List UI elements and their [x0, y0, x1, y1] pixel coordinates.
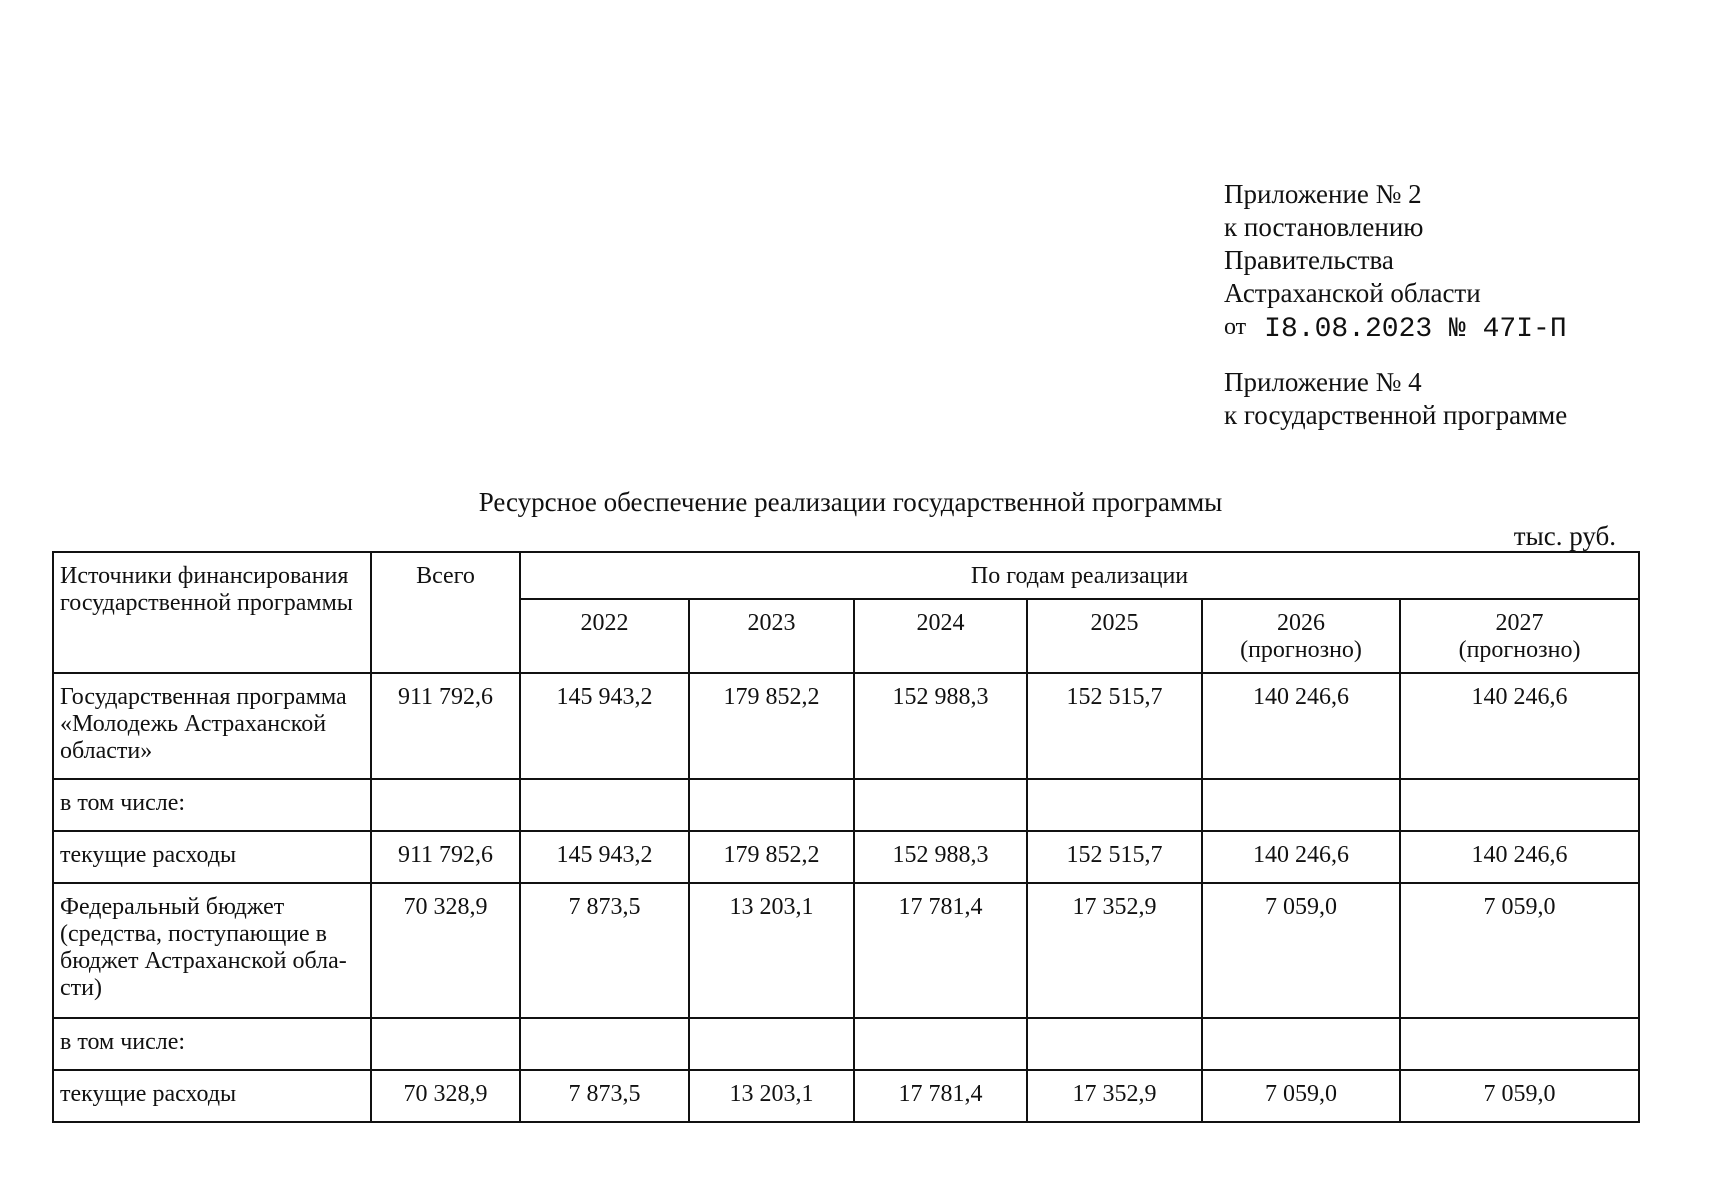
row-value: 152 515,7 — [1027, 673, 1202, 779]
row-value: 7 873,5 — [520, 883, 689, 1018]
header-row — [53, 552, 1639, 599]
row-value: 17 352,9 — [1027, 1070, 1202, 1122]
header-total: Всего — [371, 552, 520, 673]
appendix-line: к постановлению — [1224, 212, 1424, 242]
row-total — [371, 779, 520, 831]
row-value — [1027, 1018, 1202, 1070]
table-row — [53, 779, 1639, 831]
row-value — [1400, 779, 1639, 831]
row-value: 7 059,0 — [1202, 883, 1400, 1018]
appendix-line: Приложение № 2 — [1224, 179, 1422, 209]
header-year — [1027, 599, 1202, 673]
row-label: в том числе: — [53, 779, 371, 831]
appendix-line: к государственной программе — [1224, 400, 1568, 430]
header-by-years: По годам реализации — [520, 552, 1639, 599]
row-value: 140 246,6 — [1400, 831, 1639, 883]
row-value: 140 246,6 — [1400, 673, 1639, 779]
row-value: 140 246,6 — [1202, 831, 1400, 883]
row-total: 70 328,9 — [371, 883, 520, 1018]
row-label: текущие расходы — [53, 1070, 371, 1122]
row-value — [1202, 1018, 1400, 1070]
table-row — [53, 1018, 1639, 1070]
row-value — [854, 779, 1027, 831]
row-total: 70 328,9 — [371, 1070, 520, 1122]
row-label: Федеральный бюджет (средства, поступающие в бюджет Астраханской обла-сти) — [53, 883, 371, 1018]
row-value: 17 781,4 — [854, 1070, 1027, 1122]
year-label: 2026 — [1277, 610, 1325, 636]
row-value — [689, 1018, 854, 1070]
row-value: 140 246,6 — [1202, 673, 1400, 779]
table-row — [53, 673, 1639, 779]
appendix-block — [1224, 178, 1567, 432]
row-value — [1202, 779, 1400, 831]
year-label: 2022 — [580, 610, 629, 636]
row-label: Государственная программа «Молодежь Астраханской области» — [53, 673, 371, 779]
row-value — [854, 1018, 1027, 1070]
year-label: 2024 — [916, 610, 965, 636]
row-value: 13 203,1 — [689, 1070, 854, 1122]
row-value: 145 943,2 — [520, 831, 689, 883]
row-total — [371, 1018, 520, 1070]
row-value — [520, 1018, 689, 1070]
decree-number: I8.08.2023 № 47I-П — [1264, 314, 1567, 345]
year-note: (прогнозно) — [1240, 637, 1362, 663]
year-label: 2023 — [747, 610, 796, 636]
row-value — [1400, 1018, 1639, 1070]
row-label: текущие расходы — [53, 831, 371, 883]
row-value: 152 988,3 — [854, 831, 1027, 883]
row-value: 17 781,4 — [854, 883, 1027, 1018]
program-appendix — [1224, 366, 1567, 432]
row-value — [689, 779, 854, 831]
header-source: Источники финансирования государственной программы — [53, 552, 371, 673]
row-label: в том числе: — [53, 1018, 371, 1070]
table-row — [53, 1070, 1639, 1122]
row-value: 13 203,1 — [689, 883, 854, 1018]
row-value — [520, 779, 689, 831]
row-value: 7 059,0 — [1400, 883, 1639, 1018]
row-value: 7 873,5 — [520, 1070, 689, 1122]
header-year — [520, 599, 689, 673]
units-label: тыс. руб. — [1513, 521, 1616, 551]
decree-prefix: от — [1224, 314, 1247, 340]
appendix-line: Правительства — [1224, 245, 1394, 275]
year-note: (прогнозно) — [1458, 637, 1581, 663]
row-value: 17 352,9 — [1027, 883, 1202, 1018]
table-row — [53, 831, 1639, 883]
year-label: 2027 — [1495, 610, 1544, 636]
row-value: 152 988,3 — [854, 673, 1027, 779]
row-value: 7 059,0 — [1202, 1070, 1400, 1122]
year-label: 2025 — [1090, 610, 1139, 636]
row-value: 152 515,7 — [1027, 831, 1202, 883]
row-value: 179 852,2 — [689, 673, 854, 779]
row-value: 179 852,2 — [689, 831, 854, 883]
resource-table — [52, 551, 1640, 1123]
header-year — [854, 599, 1027, 673]
appendix-line: Астраханской области — [1224, 278, 1481, 308]
row-value: 7 059,0 — [1400, 1070, 1639, 1122]
header-year — [1202, 599, 1400, 673]
row-total: 911 792,6 — [371, 831, 520, 883]
header-year — [1400, 599, 1639, 673]
row-total: 911 792,6 — [371, 673, 520, 779]
row-value — [1027, 779, 1202, 831]
header-year — [689, 599, 854, 673]
document-title: Ресурсное обеспечение реализации государственной программы — [478, 487, 1223, 517]
appendix-line: Приложение № 4 — [1224, 367, 1422, 397]
table-row — [53, 883, 1639, 1018]
decree-line — [1224, 311, 1567, 346]
row-value: 145 943,2 — [520, 673, 689, 779]
